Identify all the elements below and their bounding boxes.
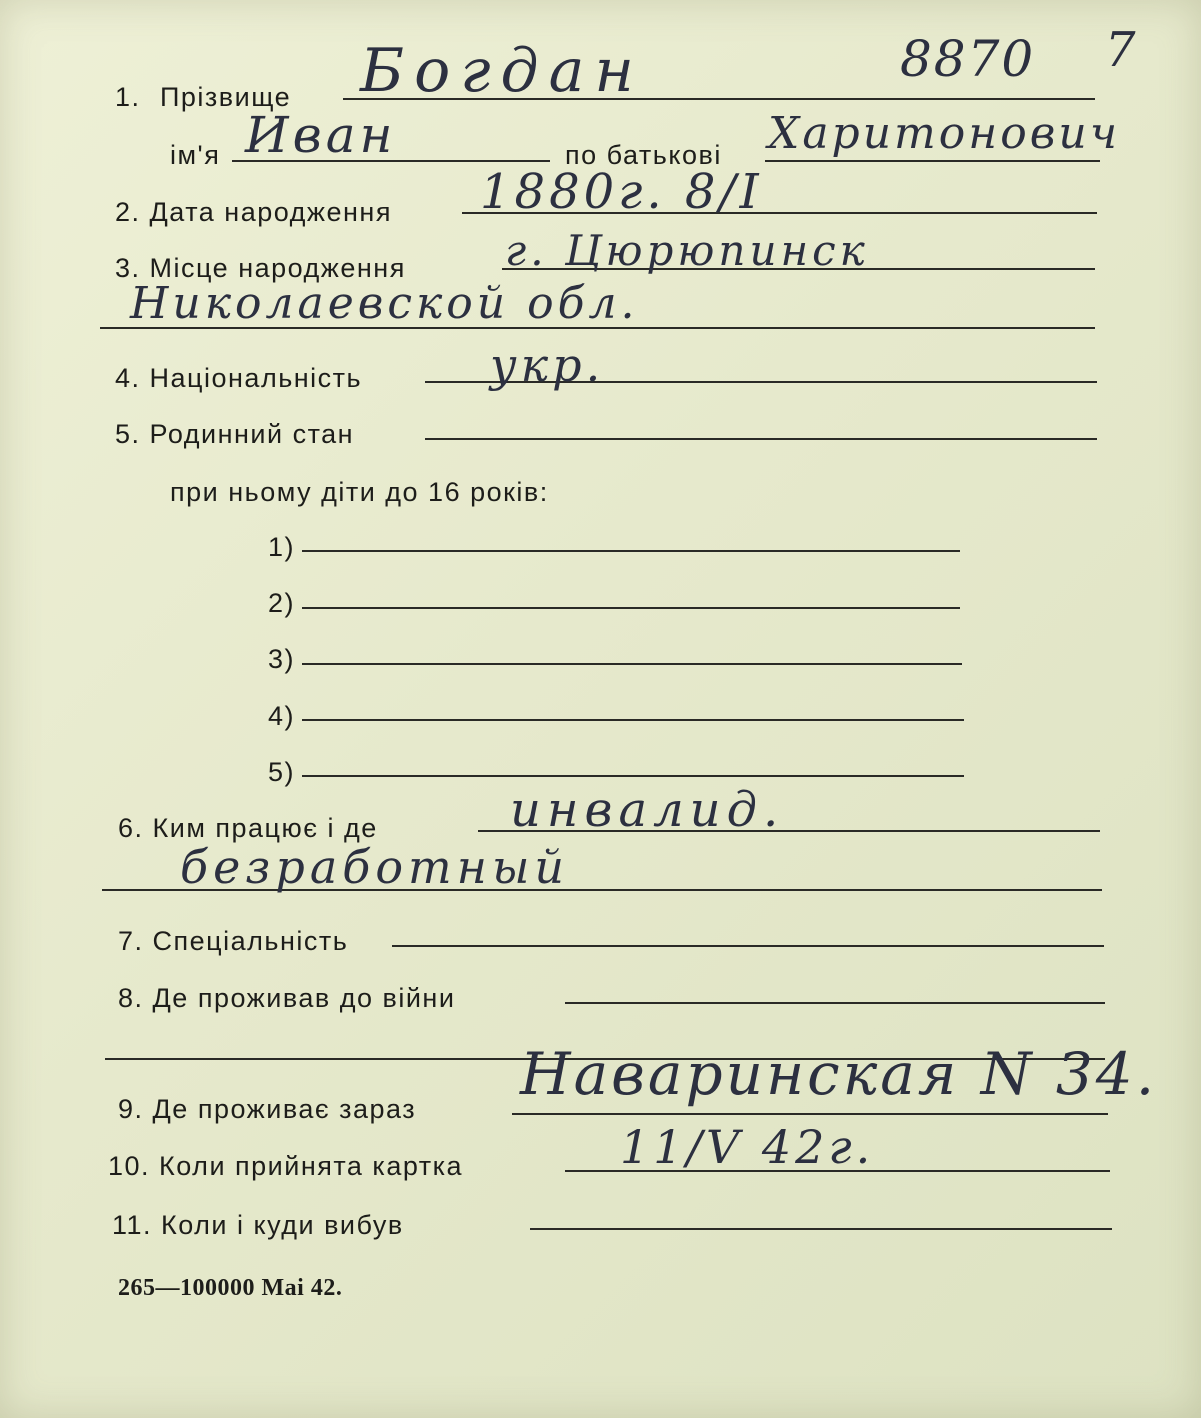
first-name-label: ім'я (170, 140, 221, 170)
child-5-label: 5) (268, 757, 296, 787)
field-1-number: 1. (115, 82, 141, 112)
marital-status-line (425, 438, 1097, 440)
child-1-line (302, 550, 960, 552)
work-value-2: безработный (180, 840, 570, 894)
corner-mark: 7 (1105, 22, 1140, 78)
current-residence-value: Наваринская N 34. (520, 1040, 1158, 1108)
current-residence-label: 9. Де проживає зараз (118, 1094, 417, 1124)
prewar-residence-label: 8. Де проживав до війни (118, 983, 456, 1013)
patronymic-line (765, 160, 1100, 162)
child-3-label: 3) (268, 644, 296, 674)
file-number: 8870 (900, 30, 1036, 88)
work-label: 6. Ким працює і де (118, 813, 378, 843)
birth-place-label: 3. Місце народження (115, 253, 406, 283)
card-accepted-value: 11/V 42г. (620, 1120, 875, 1174)
child-2-line (302, 607, 960, 609)
surname-value: Богдан (360, 36, 644, 106)
child-5-line (302, 775, 964, 777)
card-accepted-label: 10. Коли прийнята картка (108, 1151, 464, 1181)
specialty-label: 7. Спеціальність (118, 926, 349, 956)
child-4-line (302, 719, 964, 721)
specialty-line (392, 945, 1104, 947)
children-label: при ньому діти до 16 років: (170, 477, 549, 507)
child-4-label: 4) (268, 701, 296, 731)
departure-line (530, 1228, 1112, 1230)
child-2-label: 2) (268, 588, 296, 618)
birth-place-value-2: Николаевской обл. (130, 278, 639, 329)
prewar-residence-line (565, 1002, 1105, 1004)
birth-date-label: 2. Дата народження (115, 197, 392, 227)
print-footer: 265—100000 Mai 42. (118, 1275, 343, 1301)
patronymic-label: по батькові (565, 140, 722, 170)
patronymic-value: Харитонович (768, 108, 1121, 159)
surname-label: Прізвище (160, 82, 292, 112)
birth-place-value-1: г. Цюрюпинск (505, 226, 869, 275)
departure-label: 11. Коли і куди вибув (112, 1210, 404, 1240)
first-name-value: Иван (245, 106, 397, 164)
nationality-label: 4. Національність (115, 363, 363, 393)
nationality-value: укр. (490, 338, 605, 392)
child-1-label: 1) (268, 532, 296, 562)
birth-date-value: 1880г. 8/I (480, 164, 763, 220)
current-residence-line (512, 1113, 1108, 1115)
marital-status-label: 5. Родинний стан (115, 419, 355, 449)
child-3-line (302, 663, 962, 665)
work-value-1: инвалид. (510, 782, 785, 838)
